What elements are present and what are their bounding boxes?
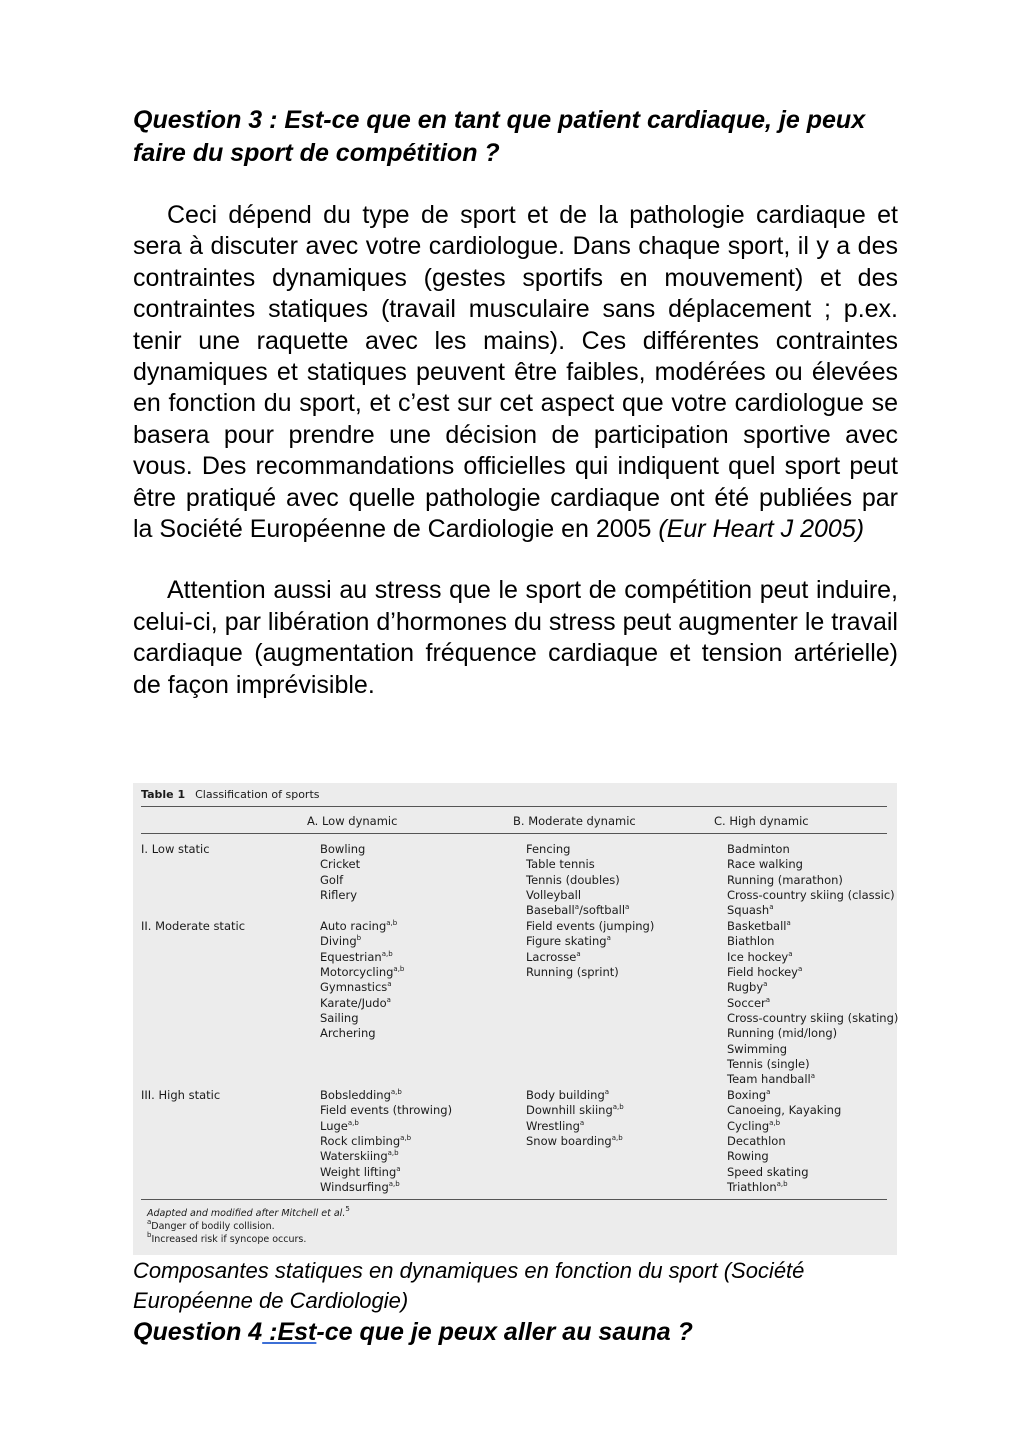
cell-high-static-moderate-dynamic	[526, 1088, 624, 1149]
sport-item: Rowing	[727, 1149, 769, 1164]
sport-item: Speed skating	[727, 1164, 809, 1179]
column-header-high-dynamic: C. High dynamic	[714, 814, 809, 828]
sport-item: Luge$^{a,b}$	[320, 1118, 359, 1133]
sport-item: Basketball$^a$	[727, 919, 791, 933]
footnote-b: $^b$Increased risk if syncope occurs.	[147, 1231, 307, 1245]
sport-item: Team handball$^a$	[727, 1072, 816, 1087]
cell-low-static-high-dynamic	[727, 842, 895, 919]
figure-caption: Composantes statiques en dynamiques en fonction du sport (Société Européenne de Cardiologie)	[133, 1258, 805, 1313]
sport-item: Motorcycling$^{a,b}$	[320, 965, 405, 980]
sport-item: Waterskiing$^{a,b}$	[320, 1149, 399, 1164]
cell-moderate-static-high-dynamic	[727, 919, 898, 1088]
sport-item: Biathlon	[727, 934, 775, 949]
document-body	[133, 104, 898, 701]
sport-item: Bowling	[320, 842, 366, 856]
paragraph-stress: Attention aussi au stress que le sport de compétition peut induire, celui-ci, par libération d’hormones du stress peut augmenter le travail cardiaque (augmentation fréquence cardiaque et tension artérielle) de façon imprévisible.	[133, 576, 898, 699]
sport-item: Cricket	[320, 857, 361, 872]
sport-item: Body building$^a$	[526, 1088, 610, 1102]
sport-item: Diving$^b$	[320, 934, 362, 949]
sport-item: Field events (throwing)	[320, 1103, 453, 1118]
sport-item: Equestrian$^{a,b}$	[320, 949, 393, 964]
row-label-low-static: I. Low static	[141, 842, 210, 856]
table-footnotes	[147, 1207, 350, 1246]
column-header-low-dynamic: A. Low dynamic	[307, 814, 398, 828]
sport-item: Bobsledding$^{a,b}$	[320, 1088, 402, 1102]
sport-item: Swimming	[727, 1041, 788, 1056]
sport-item: Riflery	[320, 888, 358, 903]
sport-item: Lacrosse$^a$	[526, 949, 581, 964]
sport-item: Table tennis	[526, 857, 595, 872]
sport-item: Tennis (doubles)	[526, 872, 620, 887]
paragraph-sport-constraints	[133, 200, 898, 545]
sport-item: Snow boarding$^{a,b}$	[526, 1134, 623, 1149]
question-4-title: Question 4 :Est-ce que je peux aller au sauna ?	[133, 1318, 693, 1346]
column-header-moderate-dynamic: B. Moderate dynamic	[513, 814, 636, 828]
sport-item: Fencing	[526, 842, 571, 856]
sport-item: Running (mid/long)	[727, 1026, 838, 1041]
row-label-high-static: III. High static	[141, 1088, 221, 1102]
sport-item: Squash$^a$	[727, 903, 774, 918]
sport-item: Canoeing, Kayaking	[727, 1103, 842, 1118]
table-top-rule	[141, 806, 887, 807]
sport-item: Gymnastics$^a$	[320, 980, 392, 995]
sport-item: Soccer$^a$	[727, 995, 771, 1010]
footnote-a: $^a$Danger of bodily collision.	[147, 1218, 275, 1232]
sport-item: Sailing	[320, 1011, 359, 1026]
row-label-moderate-static: II. Moderate static	[141, 919, 246, 933]
sport-item: Triathlon$^{a,b}$	[727, 1180, 788, 1195]
sport-item: Badminton	[727, 842, 790, 856]
question-3-title: Question 3 : Est-ce que en tant que patient cardiaque, je peux faire du sport de compétition ?	[133, 106, 866, 167]
footnote-source: Adapted and modified after Mitchell et al.$^5$	[147, 1205, 350, 1219]
sports-classification-table	[133, 783, 897, 1255]
cell-moderate-static-low-dynamic	[320, 919, 404, 1042]
sport-item: Golf	[320, 872, 344, 887]
cell-high-static-low-dynamic	[320, 1088, 452, 1195]
paragraph-1-reference: (Eur Heart J 2005)	[658, 515, 865, 544]
sport-item: Figure skating$^a$	[526, 934, 611, 949]
sport-item: Cross-country skiing (skating)	[727, 1011, 899, 1026]
table-header-rule	[141, 833, 887, 834]
cell-low-static-low-dynamic	[320, 842, 365, 903]
sport-item: Weight lifting$^a$	[320, 1164, 401, 1179]
sport-item: Downhill skiing$^{a,b}$	[526, 1103, 624, 1118]
sport-item: Baseball$^a$/softball$^a$	[526, 903, 630, 918]
sport-item: Boxing$^a$	[727, 1088, 771, 1102]
sport-item: Field hockey$^a$	[727, 965, 803, 980]
sport-item: Auto racing$^{a,b}$	[320, 919, 398, 933]
sport-item: Windsurfing$^{a,b}$	[320, 1180, 400, 1195]
table-bottom-rule	[141, 1199, 887, 1200]
spellcheck-underline: :Est	[262, 1318, 317, 1346]
sport-item: Decathlon	[727, 1134, 786, 1149]
sport-item: Running (marathon)	[727, 872, 843, 887]
sport-item: Rock climbing$^{a,b}$	[320, 1134, 412, 1149]
sport-item: Cycling$^{a,b}$	[727, 1118, 781, 1133]
sport-item: Rugby$^a$	[727, 980, 768, 995]
table-caption	[141, 788, 320, 801]
cell-high-static-high-dynamic	[727, 1088, 841, 1195]
table-label: Table 1	[141, 788, 186, 801]
cell-low-static-moderate-dynamic	[526, 842, 629, 919]
sport-item: Karate/Judo$^a$	[320, 995, 391, 1010]
sport-item: Running (sprint)	[526, 965, 619, 980]
paragraph-1-text: Ceci dépend du type de sport et de la pathologie cardiaque et sera à discuter avec votre cardiologue. Dans chaque sport, il y a des contraintes dynamiques (gestes sportifs en mouvement) et des contraintes statiques (travail musculaire sans déplacement ; p.ex. tenir une raquette avec les mains). Ces différentes contraintes dynamiques et statiques peuvent être faibles, modérées ou élevées en fonction du sport, et c’est sur cet aspect que votre cardiologue se basera pour prendre une décision de participation sportive avec vous. Des recommandations officielles qui indiquent quel sport peut être pratiqué avec quelle pathologie cardiaque ont été publiées par la Société Européenne de Cardiologie en 2005	[133, 201, 898, 544]
sport-item: Volleyball	[526, 888, 582, 903]
cell-moderate-static-moderate-dynamic	[526, 919, 654, 980]
sport-item: Archering	[320, 1026, 376, 1041]
sport-item: Cross-country skiing (classic)	[727, 888, 895, 903]
sport-item: Ice hockey$^a$	[727, 949, 793, 964]
sport-item: Field events (jumping)	[526, 919, 655, 933]
table-title: Classification of sports	[195, 788, 320, 801]
sport-item: Race walking	[727, 857, 803, 872]
sport-item: Wrestling$^a$	[526, 1118, 585, 1133]
sport-item: Tennis (single)	[727, 1057, 810, 1072]
